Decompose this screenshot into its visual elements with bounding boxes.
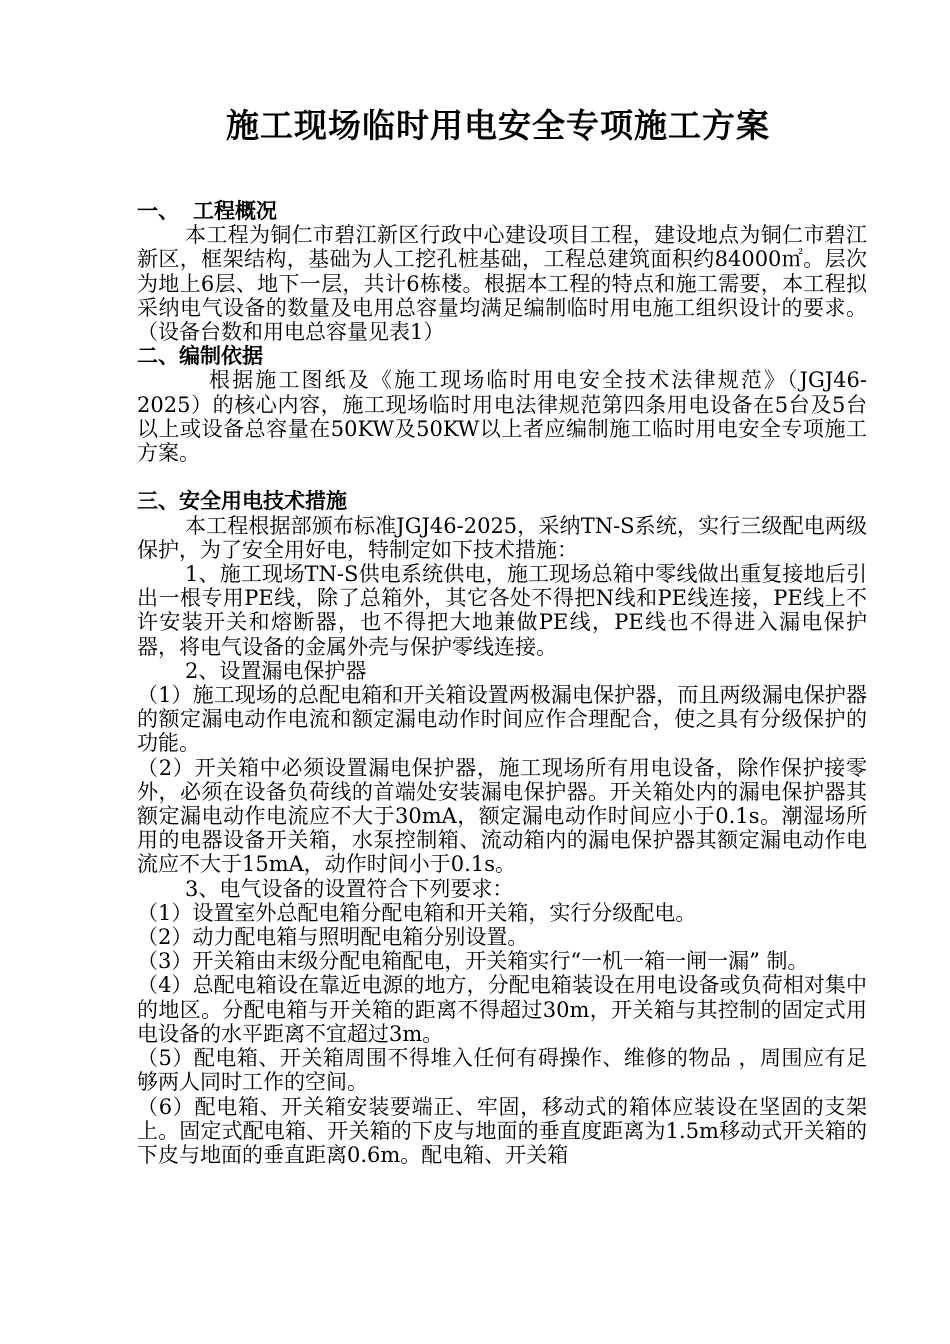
paragraph: 根据施工图纸及《施工现场临时用电安全技术法律规范》（JGJ46-2025）的核心内容，施工现场临时用电法律规范第四条用电设备在5台及5台以上或设备总容量在50KW及50KW以上者应编制施工临时用电安全专项施工方案。 — [137, 368, 867, 466]
section-heading-basis: 二、编制依据 — [137, 344, 263, 369]
paragraph: （1）施工现场的总配电箱和开关箱设置两极漏电保护器，而且两级漏电保护器的额定漏电动作电流和额定漏电动作时间应作合理配合，使之具有分级保护的功能。 — [137, 683, 867, 756]
paragraph: 2、设置漏电保护器 — [185, 658, 367, 683]
section-number: 一、 — [137, 199, 179, 223]
section-title: 工程概况 — [193, 199, 277, 223]
paragraph: 本工程根据部颁布标准JGJ46-2025，采纳TN-S系统，实行三级配电两级保护，为了安全用好电，特制定如下技术措施： — [137, 513, 867, 562]
paragraph: 本工程为铜仁市碧江新区行政中心建设项目工程，建设地点为铜仁市碧江新区，框架结构，基础为人工挖孔桩基础，工程总建筑面积约84000㎡。层次为地上6层、地下一层，共计6栋楼。根据本工程的特点和施工需要，本工程拟采纳电气设备的数量及电用总容量均满足编制临时用电施工组织设计的要求。（设备台数和用电总容量见表1） — [137, 223, 867, 345]
document-body — [137, 199, 867, 1167]
paragraph: （4）总配电箱设在靠近电源的地方，分配电箱装设在用电设备或负荷相对集中的地区。分配电箱与开关箱的距离不得超过30m，开关箱与其控制的固定式用电设备的水平距离不宜超过3m。 — [137, 973, 867, 1046]
section-heading-measures: 三、安全用电技术措施 — [137, 489, 347, 514]
section-heading-overview — [137, 199, 867, 223]
paragraph: （3）开关箱由末级分配电箱配电，开关箱实行“一机一箱一闸一漏” 制。 — [137, 949, 809, 974]
paragraph: （6）配电箱、开关箱安装要端正、牢固，移动式的箱体应装设在坚固的支架上。固定式配电箱、开关箱的下皮与地面的垂直度距离为1.5m移动式开关箱的下皮与地面的垂直距离0.6m。配电箱、开关箱 — [137, 1094, 867, 1167]
paragraph: （1）设置室外总配电箱分配电箱和开关箱，实行分级配电。 — [137, 900, 697, 925]
paragraph: （2）动力配电箱与照明配电箱分别设置。 — [137, 925, 529, 950]
blank-line — [137, 465, 867, 489]
paragraph: （5）配电箱、开关箱周围不得堆入任何有碍操作、维修的物品 ，周围应有足够两人同时工作的空间。 — [137, 1046, 867, 1095]
document-title: 施工现场临时用电安全专项施工方案 — [226, 106, 770, 145]
paragraph: 1、施工现场TN-S供电系统供电，施工现场总箱中零线做出重复接地后引出一根专用PE线，除了总箱外，其它各处不得把N线和PE线连接，PE线上不许安装开关和熔断器，也不得把大地兼做PE线，PE线也不得进入漏电保护器，将电气设备的金属外壳与保护零线连接。 — [137, 562, 867, 659]
paragraph: 3、电气设备的设置符合下列要求： — [185, 876, 514, 901]
paragraph: （2）开关箱中必须设置漏电保护器，施工现场所有用电设备，除作保护接零外，必须在设备负荷线的首端处安装漏电保护器。开关箱处内的漏电保护器其额定漏电动作电流应不大于30mA，额定漏电动作时间应小于0.1s。潮湿场所用的电器设备开关箱，水泵控制箱、流动箱内的漏电保护器其额定漏电动作电流应不大于15mA，动作时间小于0.1s。 — [137, 755, 867, 877]
